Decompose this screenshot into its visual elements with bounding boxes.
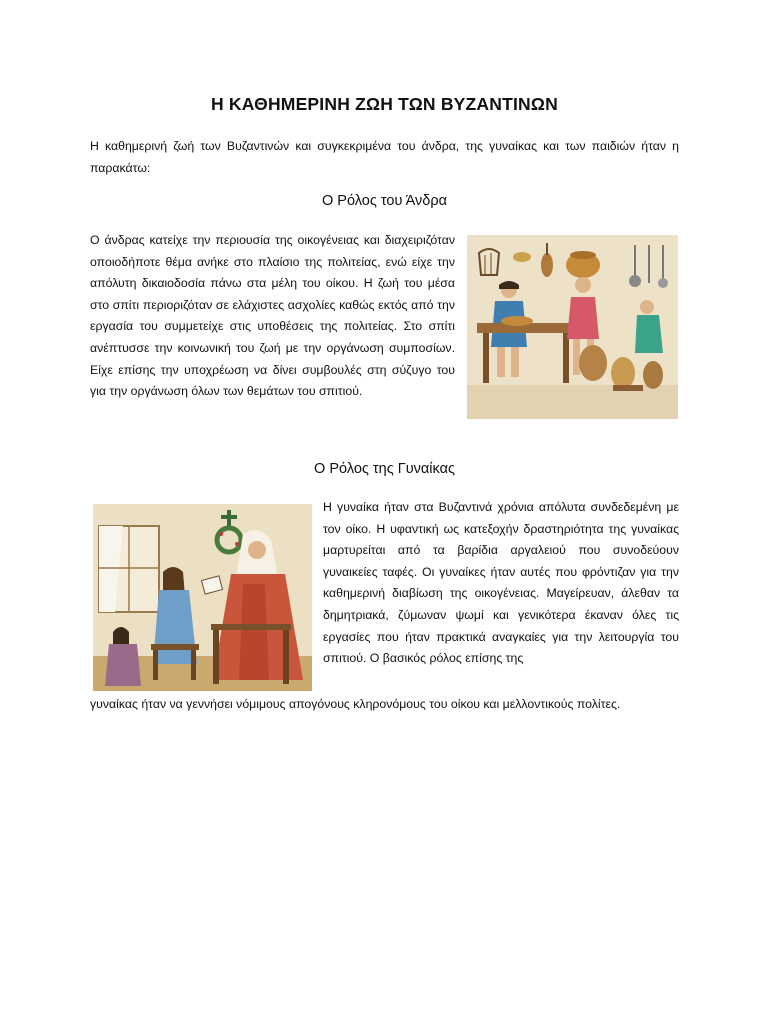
- intro-paragraph: Η καθημερινή ζωή των Βυζαντινών και συγκεκριμένα του άνδρα, της γυναίκας και των παιδιών ήταν η παρακάτω:: [90, 139, 679, 175]
- section-text-woman-bottom: γυναίκας ήταν να γεννήσει νόμιμους απογόνους κληρονόμους του οίκου και μελλοντικούς πολίτες.: [90, 697, 621, 711]
- document-title: Η ΚΑΘΗΜΕΡΙΝΗ ΖΩΗ ΤΩΝ ΒΥΖΑΝΤΙΝΩΝ: [211, 94, 558, 114]
- section-text-woman-top: Η γυναίκα ήταν στα Βυζαντινά χρόνια απόλυτα συνδεδεμένη με τον οίκο. Η υφαντική ως κατεξοχήν δραστηριότητα της γυναίκας μαρτυρείται από τα βαρίδια αργαλειού που συνοδεύουν γυναικείες ταφές. Οι γυναίκες ήταν αυτές που φρόντιζαν για την καθημερινή διαβίωση της οικογένειας. Μαγείρευαν, άλεθαν τα δημητριακά, ζύμωναν ψωμί και γενικότερα έκαναν όλες τις εργασίες που ήταν πρακτικά αναγκαίες για την λειτουργία του σπιτιού. Ο βασικός ρόλος επίσης της: [323, 500, 679, 666]
- illustration-men-workshop: [467, 235, 678, 419]
- section-heading-man: Ο Ρόλος του Άνδρα: [322, 193, 447, 209]
- illustration-women-home: [93, 504, 312, 691]
- section-text-man: Ο άνδρας κατείχε την περιουσία της οικογένειας και διαχειριζόταν οποιοδήποτε θέμα ανήκε στο πλαίσιο της πολιτείας, ενώ είχε την απόλυτη δικαιοδοσία πάνω στα μέλη του οίκου. Η ζωή του μέσα στο σπίτι περιοριζόταν σε ελάχιστες ασχολίες καθώς εκτός από την εργασία του συμμετείχε στις υποθέσεις της πολιτείας. Στο σπίτι ανέπτυσσε την κοινωνική του ζωή με την οργάνωση συμποσίων. Είχε επίσης την υποχρέωση να δίνει συμβουλές στη σύζυγο του για την οργάνωση όλων των θεμάτων του σπιτιού.: [90, 233, 455, 399]
- section-heading-woman: Ο Ρόλος της Γυναίκας: [314, 461, 455, 477]
